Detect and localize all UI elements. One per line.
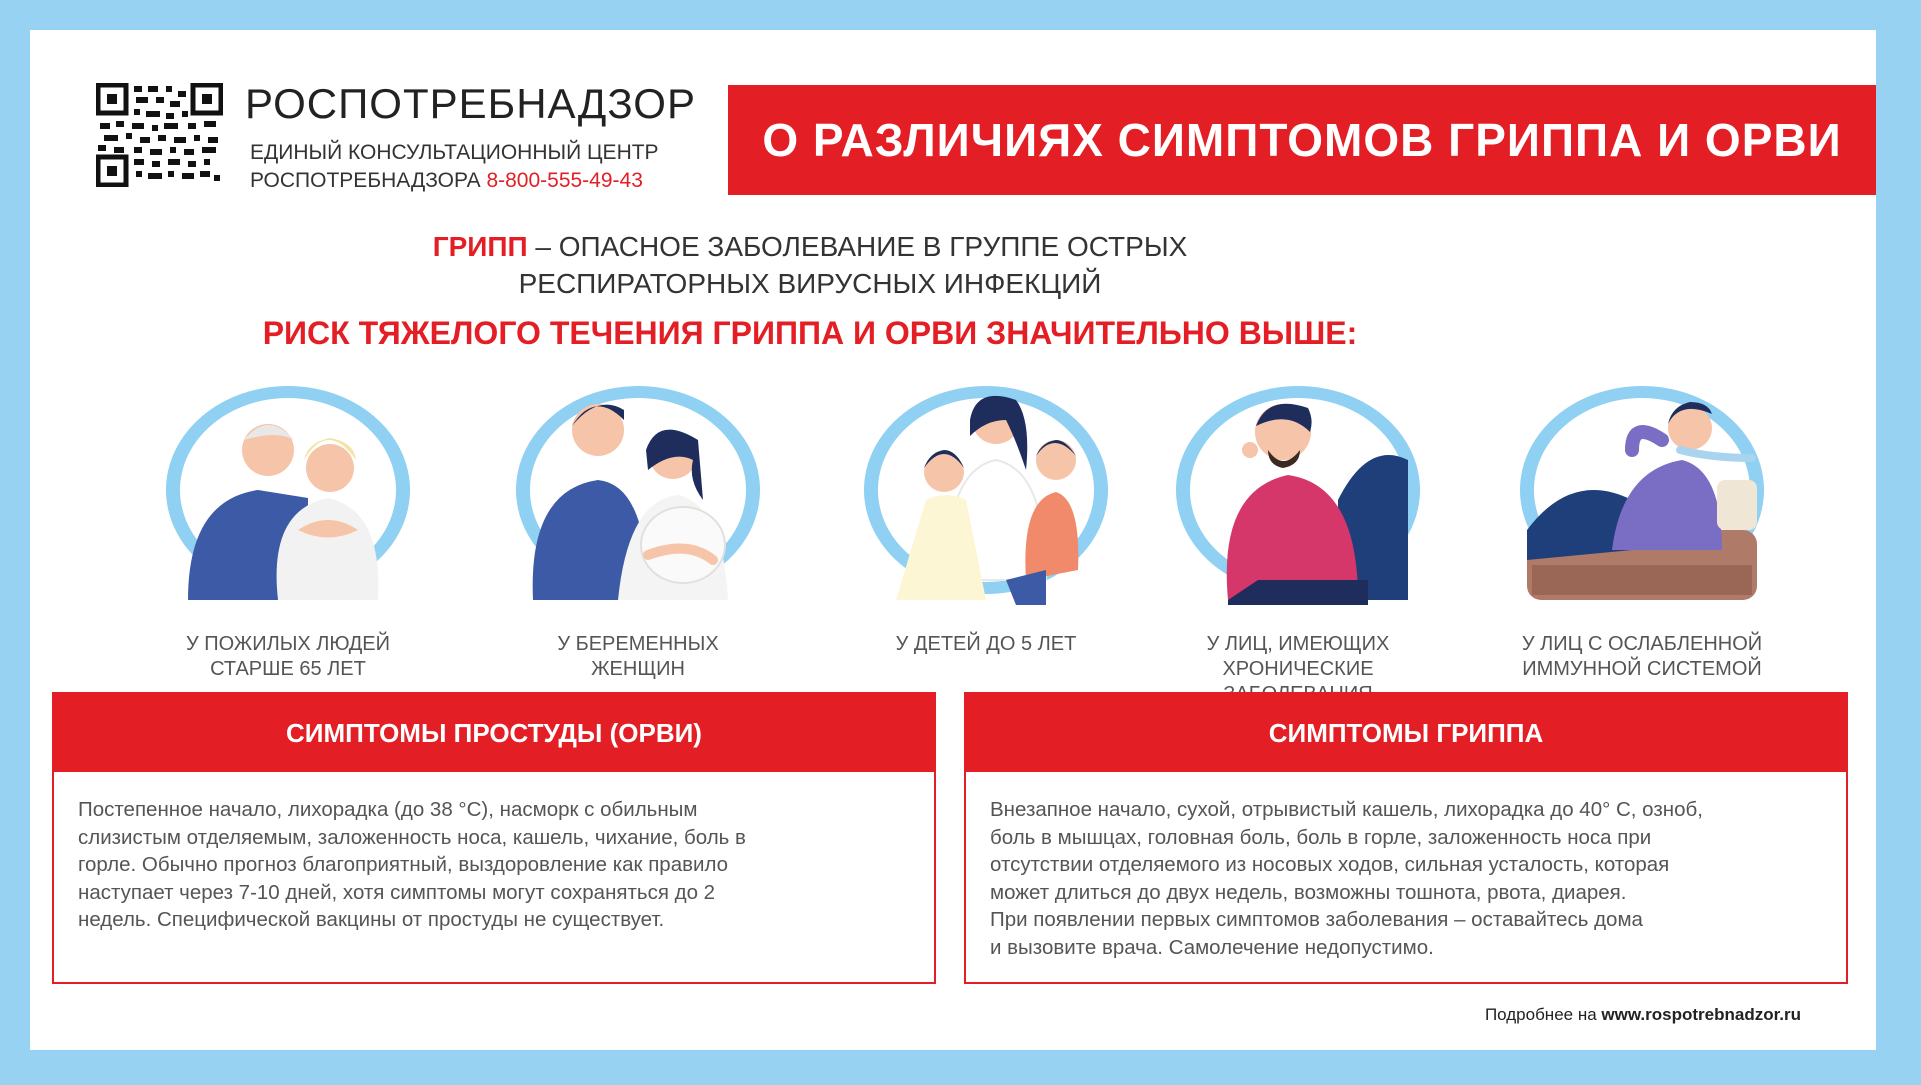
flu-line: боль в мышцах, головная боль, боль в горле, заложенность носа при [990,825,1652,849]
intro-text [30,228,1590,302]
risk-group-elderly [138,380,438,682]
cold-line: горле. Обычно прогноз благоприятный, выздоровление как правило [78,853,729,876]
flu-line: При появлении первых симптомов заболевания – оставайтесь дома [990,908,1643,931]
footer-label: Подробнее на [1484,1005,1602,1024]
flu-line: может длиться до двух недель, возможны тошнота, рвота, диарея. [990,880,1627,904]
elderly-couple-icon [158,380,418,610]
flu-symptoms-text [966,772,1846,961]
consult-center-line2 [250,169,643,193]
intro-highlight: ГРИПП [432,231,528,262]
mother-children-icon [856,380,1116,610]
org-name: РОСПОТРЕБНАДЗОР [245,80,696,127]
hotline-phone[interactable]: 8-800-555-49-43 [486,169,643,192]
cold-line: наступает через 7-10 дней, хотя симптомы могут сохраняться до 2 [78,880,716,904]
cold-symptoms-box [52,692,936,984]
risk-group-caption: У ДЕТЕЙ ДО 5 ЛЕТ [895,633,1077,655]
intro-line1-text: – ОПАСНОЕ ЗАБОЛЕВАНИЕ В ГРУППЕ ОСТРЫХ [527,231,1188,262]
flu-symptoms-title: СИМПТОМЫ ГРИППА [966,694,1846,772]
flu-symptoms-box [964,692,1848,984]
cold-line: Постепенное начало, лихорадка (до 38 °С), насморк с обильным [78,798,698,821]
risk-group-caption: У ЛИЦ С ОСЛАБЛЕННОЙ ИММУННОЙ СИСТЕМОЙ [1521,633,1763,680]
risk-group-caption: У БЕРЕМЕННЫХ ЖЕНЩИН [557,633,719,680]
risk-group-children [836,380,1136,657]
qr-code-icon [96,83,223,187]
sick-person-sofa-icon [1512,380,1772,610]
poster [30,30,1876,1050]
flu-line: Внезапное начало, сухой, отрывистый кашель, лихорадка до 40° С, озноб, [990,798,1703,821]
intro-line2: РЕСПИРАТОРНЫХ ВИРУСНЫХ ИНФЕКЦИЙ [518,268,1102,299]
risk-group-immune [1492,380,1792,682]
consult-center-line2-text: РОСПОТРЕБНАДЗОРА [250,169,481,192]
cold-symptoms-text [54,772,934,934]
footer-website-link[interactable]: www.rospotrebnadzor.ru [1601,1005,1801,1024]
consult-center-line1: ЕДИНЫЙ КОНСУЛЬТАЦИОННЫЙ ЦЕНТР [250,141,659,164]
risk-group-pregnant [488,380,788,682]
title-banner [728,85,1876,195]
risk-heading: РИСК ТЯЖЕЛОГО ТЕЧЕНИЯ ГРИППА И ОРВИ ЗНАЧИТЕЛЬНО ВЫШЕ: [262,315,1358,351]
cold-symptoms-title: СИМПТОМЫ ПРОСТУДЫ (ОРВИ) [54,694,934,772]
flu-line: отсутствии отделяемого из носовых ходов, сильная усталость, которая [990,853,1670,876]
cold-line: слизистым отделяемым, заложенность носа, кашель, чихание, боль в [78,825,746,849]
intro-line1 [30,228,1590,265]
pregnant-couple-icon [508,380,768,610]
page-title: О РАЗЛИЧИЯХ СИМПТОМОВ ГРИППА И ОРВИ [762,114,1842,166]
cold-line: недель. Специфической вакцины от простуды не существует. [78,908,665,931]
flu-line: и вызовите врача. Самолечение недопустимо. [990,935,1434,959]
footer-more-info [1485,1005,1801,1025]
chronic-illness-man-icon [1168,380,1428,610]
risk-group-caption: У ПОЖИЛЫХ ЛЮДЕЙ СТАРШЕ 65 ЛЕТ [185,633,391,680]
risk-group-caption: У ЛИЦ, ИМЕЮЩИХ ХРОНИЧЕСКИЕ [1206,633,1390,680]
risk-group-chronic [1148,380,1448,707]
